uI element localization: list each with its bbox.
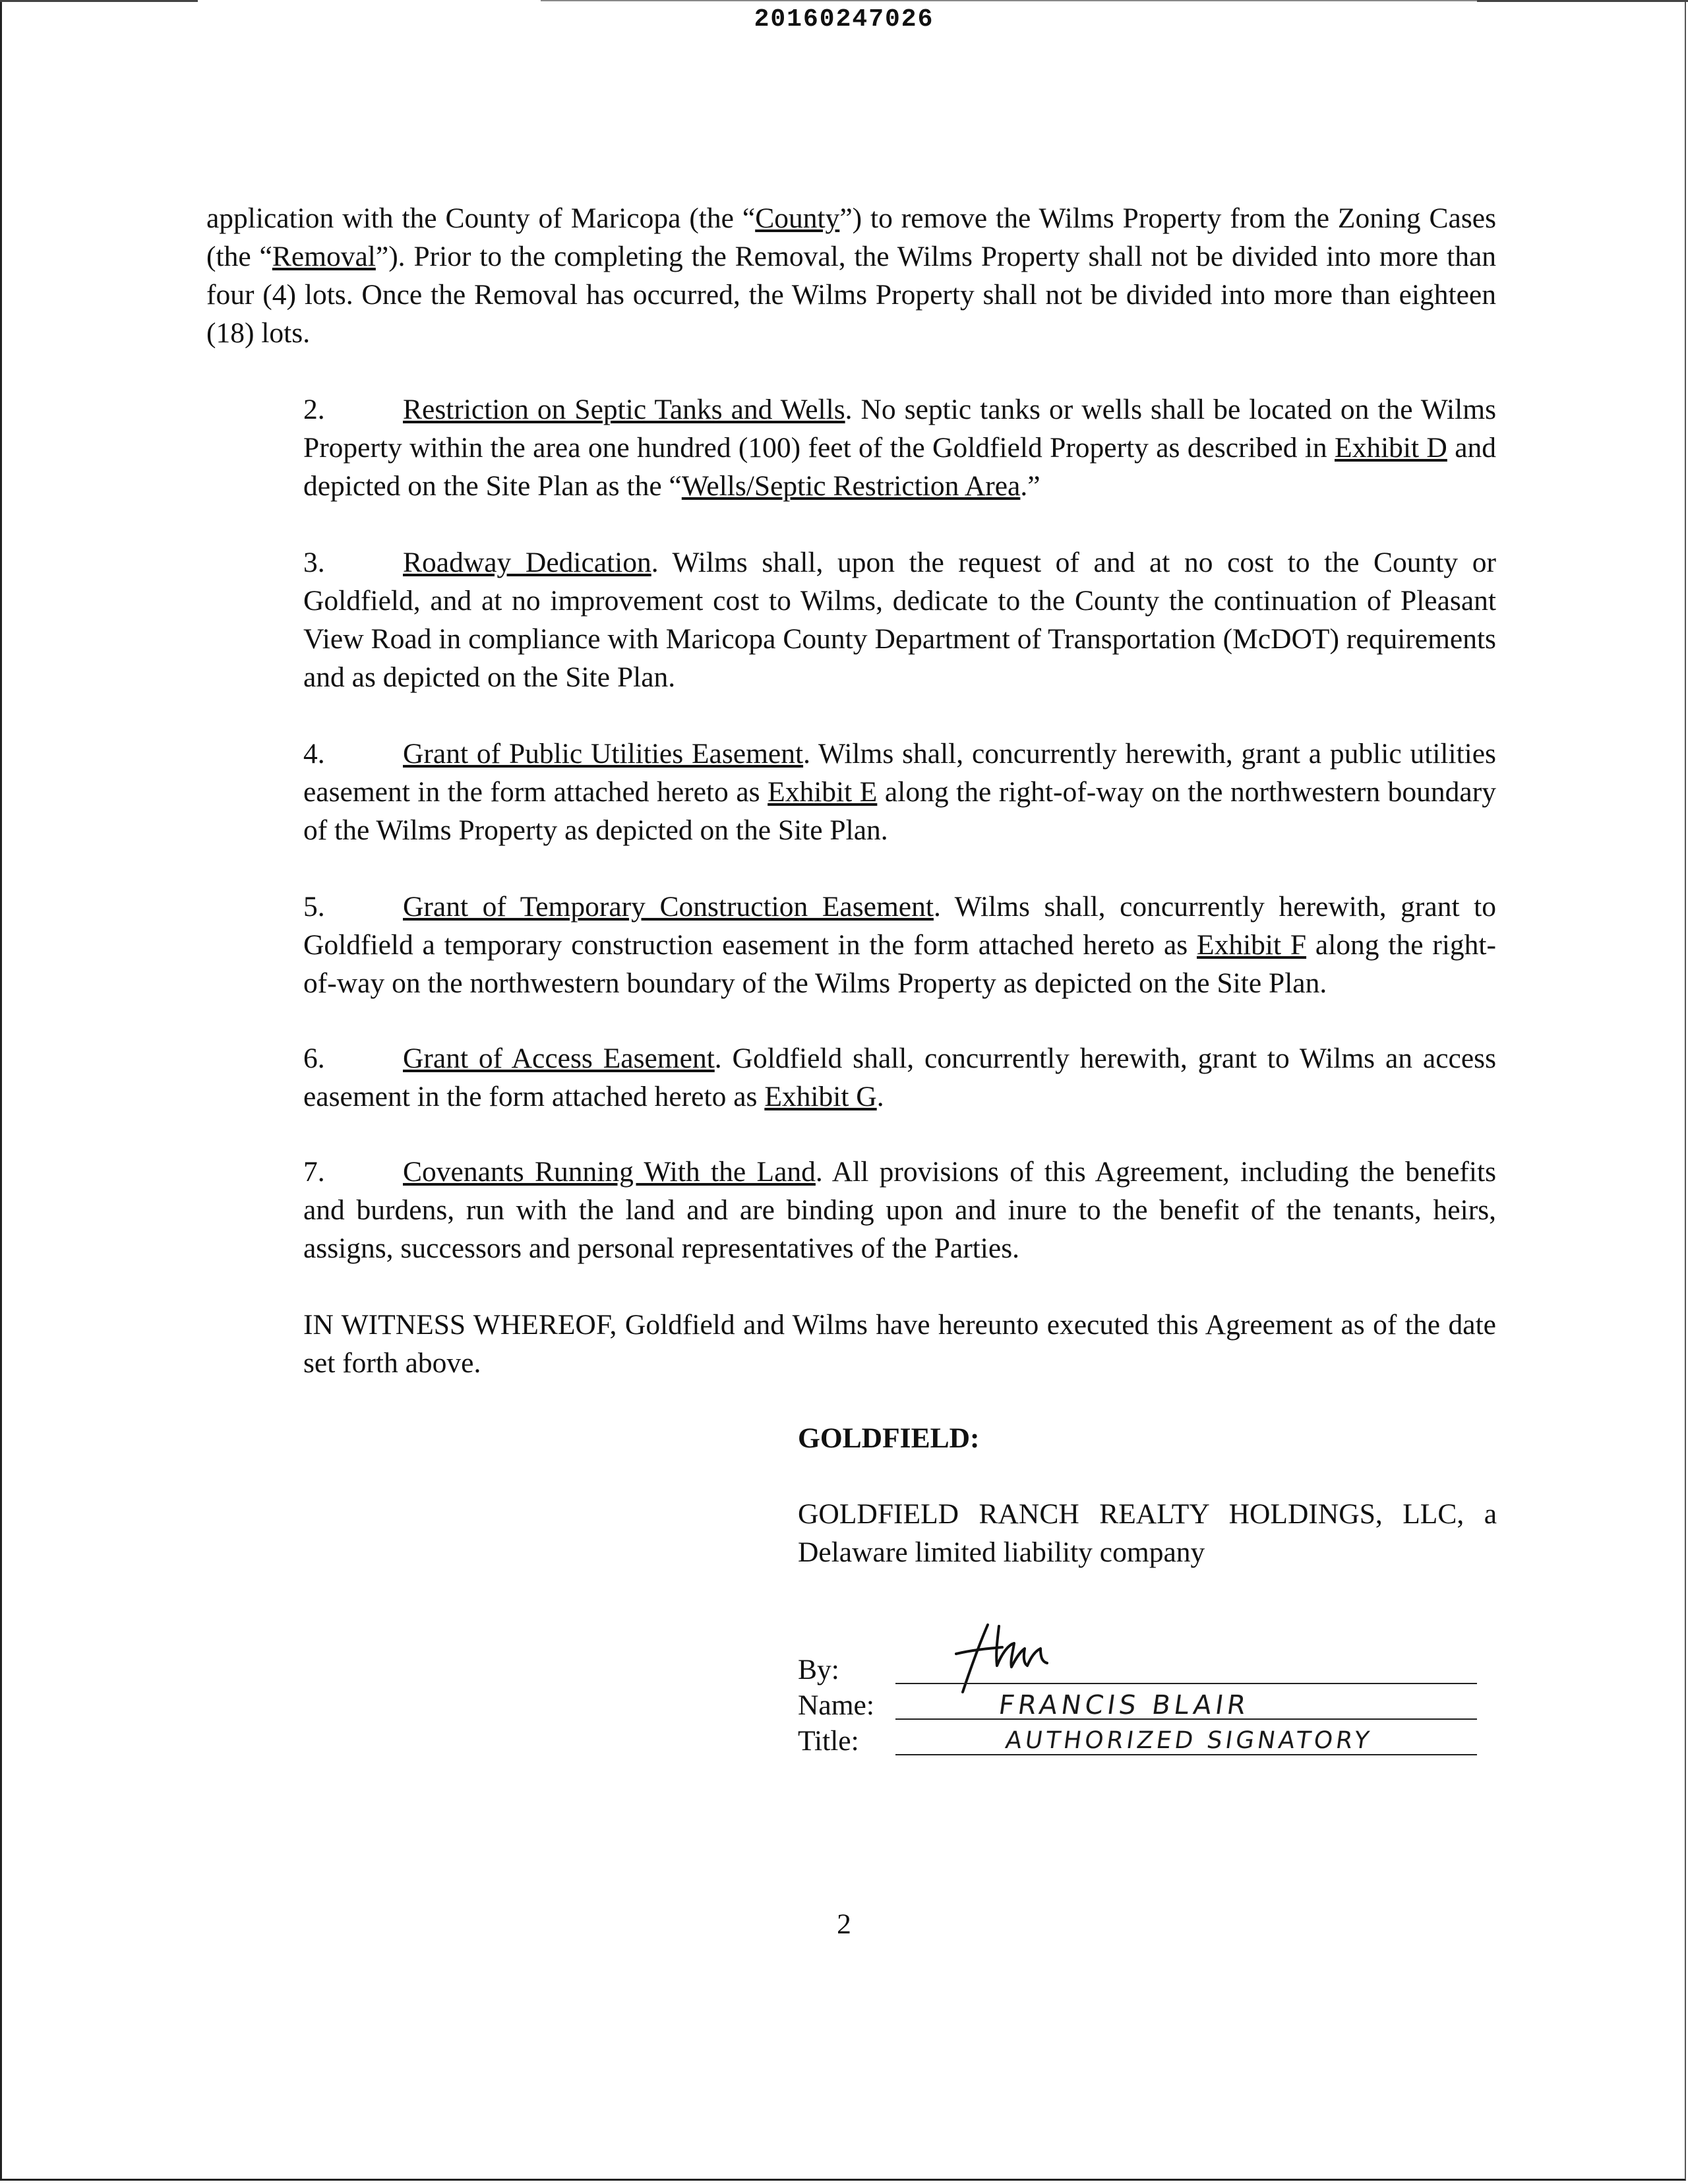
section-heading: Grant of Access Easement xyxy=(403,1043,715,1074)
text-run: . Wilms shall, concurrently herewith, grant to Goldfield a temporary construction easement in the form attached hereto as xyxy=(303,891,1496,961)
exhibit-reference: Exhibit E xyxy=(768,776,878,808)
section-heading: Grant of Public Utilities Easement xyxy=(403,738,804,770)
exhibit-reference: Exhibit D xyxy=(1335,432,1447,464)
text-run: .” xyxy=(1020,470,1040,502)
section-number: 3. xyxy=(303,547,325,578)
signature-name-row xyxy=(798,1689,1477,1721)
section-heading: Covenants Running With the Land xyxy=(403,1156,816,1188)
section-2 xyxy=(206,390,1496,505)
section-heading: Roadway Dedication xyxy=(403,547,651,578)
section-4 xyxy=(206,735,1496,849)
text-run: . No septic tanks or wells shall be located on the Wilms Property within the area one hundred (100) feet of the Goldfield Property as described in xyxy=(303,394,1496,464)
section-number: 5. xyxy=(303,891,325,923)
top-scan-rule xyxy=(1477,0,1688,2)
name-label: Name: xyxy=(798,1689,874,1721)
section-number: 4. xyxy=(303,738,325,770)
section-number: 6. xyxy=(303,1043,325,1074)
page-number: 2 xyxy=(837,1908,851,1940)
exhibit-reference: Exhibit F xyxy=(1197,929,1307,961)
text-run: and depicted on the Site Plan as the “ xyxy=(303,432,1497,502)
title-label: Title: xyxy=(798,1725,859,1757)
section-7 xyxy=(206,1153,1496,1267)
text-run: ”) to remove the Wilms Property from the Zoning Cases (the “ xyxy=(206,202,1496,272)
exhibit-reference: Exhibit G xyxy=(764,1081,877,1112)
text-run: along the right-of-way on the northwestern boundary of the Wilms Property as depicted on the Site Plan. xyxy=(303,776,1496,846)
top-scan-rule xyxy=(541,0,1517,1)
signature-line xyxy=(895,1683,1477,1684)
intro-paragraph xyxy=(206,199,1496,352)
defined-term-restriction-area: Wells/Septic Restriction Area xyxy=(681,470,1021,502)
section-number: 2. xyxy=(303,394,325,425)
text-run: application with the County of Maricopa (the “ xyxy=(206,202,756,234)
company-name: GOLDFIELD RANCH REALTY HOLDINGS, LLC, a Delaware limited liability company xyxy=(798,1498,1497,1568)
text-run: . Wilms shall, upon the request of and at no cost to the County or Goldfield, and at no improvement cost to Wilms, dedicate to the County the continuation of Pleasant View Road in compliance with Maricopa County Department of Transportation (McDOT) requirements and as depicted on the Site Plan. xyxy=(303,547,1496,693)
text-run: . Goldfield shall, concurrently herewith, grant to Wilms an access easement in the form attached hereto as xyxy=(303,1043,1496,1112)
handwritten-name: FRANCIS BLAIR xyxy=(996,1690,1252,1720)
defined-term-county: County xyxy=(755,202,840,234)
section-3 xyxy=(206,543,1496,696)
signature-by-row xyxy=(798,1654,1477,1685)
text-run: . Wilms shall, concurrently herewith, grant a public utilities easement in the form attached hereto as xyxy=(303,738,1496,808)
text-run: ”). Prior to the completing the Removal, the Wilms Property shall not be divided into more than four (4) lots. Once the Removal has occurred, the Wilms Property shall not be divided into more than eighteen (18) lots. xyxy=(206,241,1497,349)
section-heading: Grant of Temporary Construction Easement xyxy=(403,891,934,923)
witness-text: IN WITNESS WHEREOF, Goldfield and Wilms have hereunto executed this Agreement as of the date set forth above. xyxy=(303,1309,1496,1379)
party-heading: GOLDFIELD: xyxy=(798,1422,980,1454)
text-run: . xyxy=(876,1081,884,1112)
text-run: along the right-of-way on the northwestern boundary of the Wilms Property as depicted on the Site Plan. xyxy=(303,929,1496,999)
section-heading: Restriction on Septic Tanks and Wells xyxy=(403,394,845,425)
witness-paragraph xyxy=(206,1306,1496,1382)
defined-term-removal: Removal xyxy=(272,241,376,272)
top-scan-rule xyxy=(0,0,198,2)
text-run: . All provisions of this Agreement, including the benefits and burdens, run with the land and are binding upon and inure to the benefit of the tenants, heirs, assigns, successors and personal representatives of the Parties. xyxy=(303,1156,1497,1264)
signature-title-row xyxy=(798,1725,1477,1757)
recording-number: 20160247026 xyxy=(754,5,934,34)
handwritten-title: AUTHORIZED SIGNATORY xyxy=(1004,1727,1374,1754)
section-5 xyxy=(206,888,1496,1002)
section-number: 7. xyxy=(303,1156,325,1188)
by-label: By: xyxy=(798,1654,839,1685)
section-6 xyxy=(206,1039,1496,1116)
